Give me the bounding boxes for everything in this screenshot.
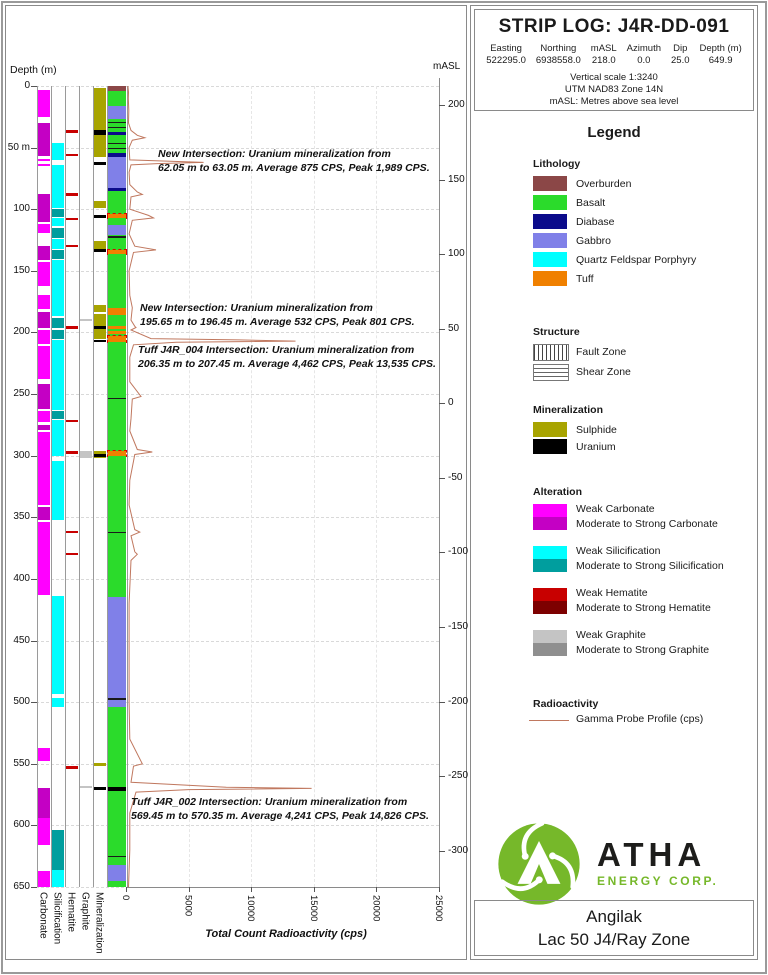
collar-field [531, 43, 586, 66]
legend-item-label: Basalt [576, 197, 606, 209]
collar-field-value: 0.0 [637, 55, 651, 66]
cps-tick [126, 887, 127, 892]
sulphide-interval [94, 88, 106, 130]
sulphide-interval [94, 305, 106, 311]
depth-tick [31, 825, 37, 826]
carbonate-weak-interval [38, 164, 50, 166]
cps-tick [439, 887, 440, 892]
lithology-mark [108, 398, 126, 399]
cps-gridline [376, 86, 377, 887]
intersection-annotation: Tuff J4R_002 Intersection: Uranium mineralization from 569.45 m to 570.35 m. Average 4,241 CPS, Peak 14,826 CPS. [131, 796, 429, 822]
silicification-weak-interval [52, 870, 64, 887]
legend-item-label: Moderate to Strong Carbonate [576, 518, 718, 530]
uranium-interval [94, 162, 106, 164]
lithology-gabbro [108, 597, 126, 707]
strip-log-plot [5, 5, 467, 960]
lithology-basalt [108, 218, 126, 225]
legend-item-label: Overburden [576, 178, 632, 190]
lithology-basalt [108, 791, 126, 865]
masl-tick [439, 702, 445, 703]
depth-tick-label: 250 [13, 388, 30, 400]
hematite-weak-interval [66, 218, 78, 220]
legend-swatch [533, 214, 567, 229]
legend-line-swatch [529, 720, 569, 721]
lithology-gabbro [108, 225, 126, 235]
legend-section-heading: Radioactivity [533, 698, 599, 710]
depth-tick-label: 500 [13, 696, 30, 708]
legend-item-label: Gamma Probe Profile (cps) [576, 713, 704, 725]
carbonate-strong-interval [38, 312, 50, 328]
hematite-weak-interval [66, 531, 78, 533]
silicification-weak-interval [52, 218, 64, 227]
carbonate-weak-interval [38, 748, 50, 762]
masl-tick [439, 478, 445, 479]
legend-swatch [533, 364, 569, 381]
intersection-annotation: New Intersection: Uranium mineralization from 195.65 m to 196.45 m. Average 532 CPS, Peak 801 CPS. [140, 302, 415, 328]
intersection-annotation: New Intersection: Uranium mineralization from 62.05 m to 63.05 m. Average 875 CPS, Peak 1,989 CPS. [158, 148, 430, 174]
carbonate-weak-interval [38, 90, 50, 117]
zone-name: Lac 50 J4/Ray Zone [537, 930, 691, 949]
carbonate-weak-interval [38, 346, 50, 379]
collar-field-value: 218.0 [591, 55, 616, 66]
lithology-gabbro [108, 157, 126, 188]
depth-tick-label: 600 [13, 819, 30, 831]
legend-item-label: Gabbro [576, 235, 612, 247]
collar-field [586, 43, 622, 66]
legend-swatch [533, 422, 567, 437]
legend-swatch-strong [533, 559, 567, 572]
carbonate-weak-interval [38, 818, 50, 845]
masl-tick [439, 403, 445, 404]
lithology-mark [108, 856, 126, 857]
cps-gridline [314, 86, 315, 887]
collar-field-value: 6938558.0 [535, 55, 581, 66]
hematite-weak-interval [66, 420, 78, 422]
silicification-strong-interval [52, 318, 64, 328]
depth-tick [31, 702, 37, 703]
legend-swatch [533, 195, 567, 210]
sulphide-interval [94, 201, 106, 208]
lithology-mark [108, 236, 126, 237]
depth-tick [31, 579, 37, 580]
carbonate-strong-interval [38, 384, 50, 409]
track-label-carbonate: Carbonate [37, 892, 49, 939]
lithology-basalt [108, 191, 126, 214]
lithology-gabbro [108, 106, 126, 120]
collar-field-label: Azimuth [626, 43, 661, 54]
silicification-weak-interval [52, 461, 64, 520]
legend-item-label: Diabase [576, 216, 615, 228]
silicification-weak-interval [52, 420, 64, 456]
masl-tick-label: 0 [448, 397, 454, 409]
silicification-weak-interval [52, 698, 64, 707]
masl-axis-label: mASL [433, 61, 461, 72]
masl-tick [439, 552, 445, 553]
depth-tick [31, 764, 37, 765]
silicification-strong-interval [52, 330, 64, 339]
cps-tick [314, 887, 315, 892]
info-panel [470, 5, 758, 960]
silicification-strong-interval [52, 830, 64, 869]
silicification-strong-interval [52, 250, 64, 259]
uranium-interval [94, 787, 106, 789]
lithology-gabbro [108, 865, 126, 881]
collar-field-label: Northing [540, 43, 577, 54]
depth-tick [31, 641, 37, 642]
silicification-strong-interval [52, 228, 64, 238]
silicification-strong-interval [52, 411, 64, 418]
depth-tick-label: 0 [24, 80, 30, 91]
collar-field [481, 43, 531, 66]
depth-tick-label: 200 [13, 326, 30, 338]
silicification-weak-interval [52, 239, 64, 249]
collar-field-label: Easting [490, 43, 522, 54]
collar-field-label: mASL [590, 43, 617, 54]
collar-field-value: 522295.0 [486, 55, 526, 66]
header-box [474, 9, 754, 111]
lithology-basalt [108, 254, 126, 308]
legend-item-label: Weak Carbonate [576, 503, 655, 515]
legend-title: Legend [587, 124, 641, 141]
masl-tick [439, 105, 445, 106]
masl-tick [439, 180, 445, 181]
legend-item-label: Quartz Feldspar Porphyry [576, 254, 697, 266]
lithology-basalt [108, 707, 126, 787]
depth-axis-label: Depth (m) [10, 64, 57, 76]
masl-tick [439, 254, 445, 255]
hematite-weak-interval [66, 326, 78, 328]
cps-gridline [189, 86, 190, 887]
cps-axis-line [126, 887, 439, 888]
depth-tick [31, 271, 37, 272]
carbonate-strong-interval [38, 246, 50, 260]
uranium-interval [94, 249, 106, 253]
legend-item-label: Weak Graphite [576, 629, 646, 641]
masl-tick-label: -100 [448, 546, 469, 558]
collar-fields [475, 43, 753, 66]
track-label-silicification: Silicification [51, 892, 63, 945]
cps-tick-label: 20000 [370, 895, 382, 922]
carbonate-strong-interval [38, 123, 50, 156]
track-label-graphite: Graphite [79, 892, 91, 931]
cps-tick-label: 15000 [307, 895, 319, 922]
uranium-interval [94, 454, 106, 456]
legend-item-label: Moderate to Strong Silicification [576, 560, 724, 572]
legend-swatch [533, 176, 567, 191]
depth-tick-label: 450 [13, 634, 30, 646]
legend-section-heading: Lithology [533, 158, 581, 170]
masl-tick-label: 150 [448, 173, 465, 185]
depth-tick-label: 300 [13, 449, 30, 461]
legend-swatch-weak [533, 630, 567, 643]
collar-field-label: Dip [673, 43, 688, 54]
carbonate-weak-interval [38, 522, 50, 595]
depth-tick-label: 350 [13, 511, 30, 523]
masl-tick-label: -200 [448, 695, 469, 707]
header-notes [475, 72, 753, 108]
legend-item-label: Shear Zone [576, 366, 631, 378]
legend-swatch [533, 233, 567, 248]
collar-field [695, 43, 747, 66]
legend-swatch [533, 271, 567, 286]
depth-tick-label: 150 [13, 264, 30, 276]
depth-tick [31, 148, 37, 149]
carbonate-strong-interval [38, 425, 50, 430]
sulphide-interval [94, 763, 106, 767]
masl-tick [439, 776, 445, 777]
masl-tick-label: 200 [448, 99, 465, 110]
silicification-strong-interval [52, 209, 64, 216]
carbonate-strong-interval [38, 788, 50, 818]
legend-swatch-weak [533, 504, 567, 517]
legend-swatch-strong [533, 643, 567, 656]
collar-field [666, 43, 695, 66]
hematite-weak-interval [66, 245, 78, 247]
legend-item-label: Weak Hematite [576, 587, 648, 599]
masl-tick [439, 627, 445, 628]
intersection-annotation: Tuff J4R_004 Intersection: Uranium mineralization from 206.35 m to 207.45 m. Average 4,462 CPS, Peak 13,535 CPS. [138, 344, 436, 370]
collar-field-label: Depth (m) [699, 43, 742, 54]
masl-tick-label: 100 [448, 248, 465, 260]
legend-item-label: Sulphide [576, 424, 617, 436]
lithology-mark [108, 127, 126, 128]
depth-tick-label: 650 [13, 881, 30, 892]
masl-axis-line [439, 78, 440, 888]
carbonate-weak-interval [38, 432, 50, 505]
silicification-weak-interval [52, 165, 64, 208]
lithology-basalt [108, 456, 126, 598]
masl-tick [439, 851, 445, 852]
legend-item-label: Moderate to Strong Hematite [576, 602, 711, 614]
collar-field-value: 649.9 [708, 55, 733, 66]
track-label-mineralization: Mineralization [93, 892, 105, 954]
masl-tick-label: -150 [448, 620, 469, 632]
legend-item-label: Fault Zone [576, 346, 627, 358]
header-note: mASL: Metres above sea level [549, 96, 679, 107]
depth-tick [31, 887, 37, 888]
lithology-basalt [108, 881, 126, 887]
masl-tick-label: 50 [448, 322, 460, 334]
depth-tick [31, 209, 37, 210]
legend-section-heading: Mineralization [533, 404, 604, 416]
silicification-weak-interval [52, 143, 64, 160]
carbonate-weak-interval [38, 330, 50, 344]
cps-gridline [251, 86, 252, 887]
lithology-mark [108, 698, 126, 699]
depth-tick-label: 400 [13, 572, 30, 584]
legend-swatch [533, 439, 567, 454]
collar-field [622, 43, 666, 66]
depth-tick [31, 517, 37, 518]
legend-swatch-strong [533, 517, 567, 530]
depth-tick [31, 394, 37, 395]
legend-item-label: Moderate to Strong Graphite [576, 644, 710, 656]
cps-tick-label: 5000 [182, 895, 194, 917]
sulphide-interval [94, 135, 106, 157]
carbonate-weak-interval [38, 262, 50, 285]
legend-item-label: Uranium [576, 441, 616, 453]
uranium-interval [94, 130, 106, 135]
graphite-weak-interval [80, 319, 92, 321]
legend-swatch-weak [533, 546, 567, 559]
cps-tick-label: 10000 [245, 895, 257, 922]
carbonate-weak-interval [38, 411, 50, 422]
lithology-mark [108, 122, 126, 123]
silicification-weak-interval [52, 596, 64, 693]
carbonate-weak-interval [38, 871, 50, 887]
depth-tick-label: 50 m [7, 141, 30, 153]
legend-swatch-strong [533, 601, 567, 614]
legend-section-heading: Structure [533, 326, 580, 338]
lithology-mark [108, 148, 126, 149]
lithology-basalt [108, 342, 126, 450]
hematite-weak-interval [66, 193, 78, 195]
lithology-basalt [108, 315, 126, 326]
lithology-mark [108, 532, 126, 533]
hematite-weak-interval [66, 130, 78, 132]
cps-tick [376, 887, 377, 892]
carbonate-weak-interval [38, 295, 50, 309]
log-title: STRIP LOG: J4R-DD-091 [498, 16, 730, 37]
cps-tick [189, 887, 190, 892]
lithology-mark [108, 143, 126, 144]
logo-name: ATHA [597, 836, 707, 873]
carbonate-weak-interval [38, 224, 50, 233]
project-name: Angilak [586, 907, 642, 926]
cps-tick-label: 0 [120, 895, 131, 901]
depth-tick [31, 456, 37, 457]
depth-tick-label: 100 [13, 203, 30, 215]
graphite-weak-interval [80, 786, 92, 788]
masl-tick-label: -250 [448, 770, 469, 782]
cps-tick [251, 887, 252, 892]
hematite-weak-interval [66, 766, 78, 768]
lithology-basalt [108, 91, 126, 106]
logo-subtitle: ENERGY CORP. [597, 874, 719, 888]
uranium-interval [94, 215, 106, 217]
carbonate-weak-interval [38, 159, 50, 161]
atha-logo-icon [493, 818, 585, 910]
collar-field-value: 25.0 [671, 55, 690, 66]
hematite-weak-interval [66, 154, 78, 156]
masl-tick-label: -50 [448, 471, 463, 483]
masl-tick-label: -300 [448, 844, 469, 856]
legend-swatch-weak [533, 588, 567, 601]
header-note: UTM NAD83 Zone 14N [564, 84, 664, 95]
lithology-tuff [108, 308, 126, 315]
depth-tick-label: 550 [13, 757, 30, 769]
legend-swatch [533, 252, 567, 267]
depth-tick [31, 86, 37, 87]
legend-swatch [533, 344, 569, 361]
silicification-weak-interval [52, 260, 64, 317]
carbonate-strong-interval [38, 194, 50, 221]
hematite-weak-interval [66, 451, 78, 455]
legend-section-heading: Alteration [533, 486, 583, 498]
graphite-weak-interval [80, 451, 92, 458]
track-label-hematite: Hematite [65, 892, 77, 933]
uranium-interval [94, 326, 106, 328]
silicification-weak-interval [52, 340, 64, 410]
carbonate-strong-interval [38, 507, 50, 519]
legend-item-label: Tuff [576, 273, 594, 285]
graphite-track [79, 86, 94, 887]
footer-box [474, 900, 754, 956]
legend-item-label: Weak Silicification [576, 545, 661, 557]
depth-tick [31, 332, 37, 333]
hematite-weak-interval [66, 553, 78, 555]
cps-tick-label: 25000 [433, 895, 444, 922]
uranium-interval [94, 340, 106, 342]
cps-axis-title: Total Count Radioactivity (cps) [205, 928, 367, 940]
header-note: Vertical scale 1:3240 [570, 72, 658, 83]
